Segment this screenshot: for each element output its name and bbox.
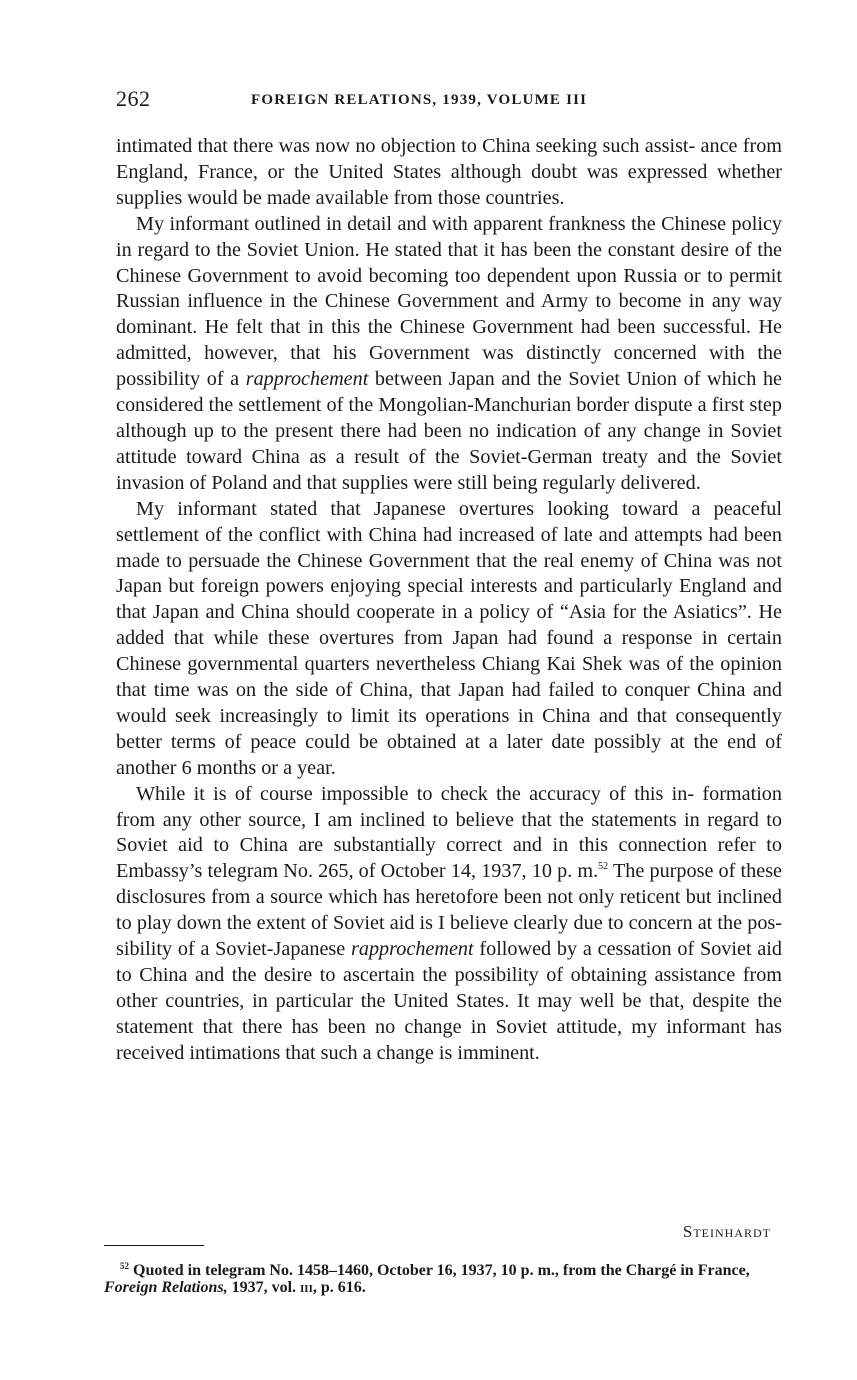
paragraph: [116, 134, 782, 212]
page-number: 262: [116, 86, 151, 111]
italic-text: rapprochement: [245, 368, 369, 391]
footnote: [104, 1262, 784, 1296]
text-run: followed by a cessation of Soviet aid to China and the desire to ascertain the possibility of obtaining assistance from other countries, in particular the United States. It may well be that, despite the statement that there has been no change in Soviet attitude, my informant has received intimations that such a change is imminent.: [116, 938, 782, 1064]
footnote-rule: [104, 1245, 204, 1246]
text-run: between Japan and the Soviet Union of which he considered the settlement of the Mongolian-Manchurian border dispute a first step although up to the present there had been no indication of any change in Soviet attitude toward China as a result of the Soviet-German treaty and the Soviet invasion of Poland and that supplies were still being regularly delivered.: [116, 368, 782, 494]
italic-text: Foreign Relations,: [104, 1279, 228, 1296]
text-run: My informant stated that Japanese overtures looking toward a peaceful settlement of the conflict with China had increased of late and attempts had been made to persuade the Chinese Government that the real enemy of China was not Japan but foreign powers enjoying special interests and particularly England and that Japan and China should cooperate in a policy of “Asia for the Asiatics”. He added that while these overtures from Japan had found a response in certain Chinese governmental quarters nevertheless Chiang Kai Shek was of the opinion that time was on the side of China, that Japan had failed to conquer China and would seek increasingly to limit its operations in China and that consequently better terms of peace could be obtained at a later date possibly at the end of another 6 months or a year.: [116, 497, 782, 779]
text-run: intimated that there was now no objection to China seeking such assist- ance from England, France, or the United States although doubt was expressed whether supplies would be made available from those countries.: [116, 135, 782, 209]
text-run: While it is of course impossible to check the accuracy of this in- formation from any other source, I am inclined to believe that the statements in regard to Soviet aid to China are substantially correct and in this connection refer to Embassy’s telegram No. 265, of October 14, 1937, 10 p. m.: [116, 782, 782, 883]
text-run: Quoted in telegram No. 1458–1460, October 16, 1937, 10 p. m., from the Chargé in France,: [133, 1262, 750, 1279]
text-run: The purpose of these disclosures from a source which has heretofore been not only reticent but inclined to play down the extent of Soviet aid is I believe clearly due to concern at the pos- sibility of a Soviet-Japanese: [116, 860, 783, 961]
small-caps-text: iii: [300, 1279, 313, 1296]
paragraph: [116, 497, 782, 782]
signature: Steinhardt: [682, 1222, 771, 1241]
running-head: FOREIGN RELATIONS, 1939, VOLUME III: [251, 92, 588, 108]
text-run: , p. 616.: [312, 1279, 366, 1296]
paragraph: [116, 212, 782, 497]
body-text: [116, 134, 782, 1067]
paragraph: [116, 782, 782, 1067]
italic-text: rapprochement: [351, 938, 474, 961]
footnote-reference: 52: [598, 861, 609, 873]
page-header: [116, 86, 780, 116]
text-run: 1937, vol.: [227, 1279, 301, 1296]
footnote-marker: 52: [120, 1261, 129, 1271]
text-run: My informant outlined in detail and with apparent frankness the Chinese policy in regard to the Soviet Union. He stated that it has been the constant desire of the Chinese Government to avoid becoming too dependent upon Russia or to permit Russian influence in the Chinese Government and Army to become in any way dominant. He felt that in this the Chinese Government had been successful. He admitted, however, that his Government was distinctly concerned with the possibility of a: [116, 212, 782, 391]
